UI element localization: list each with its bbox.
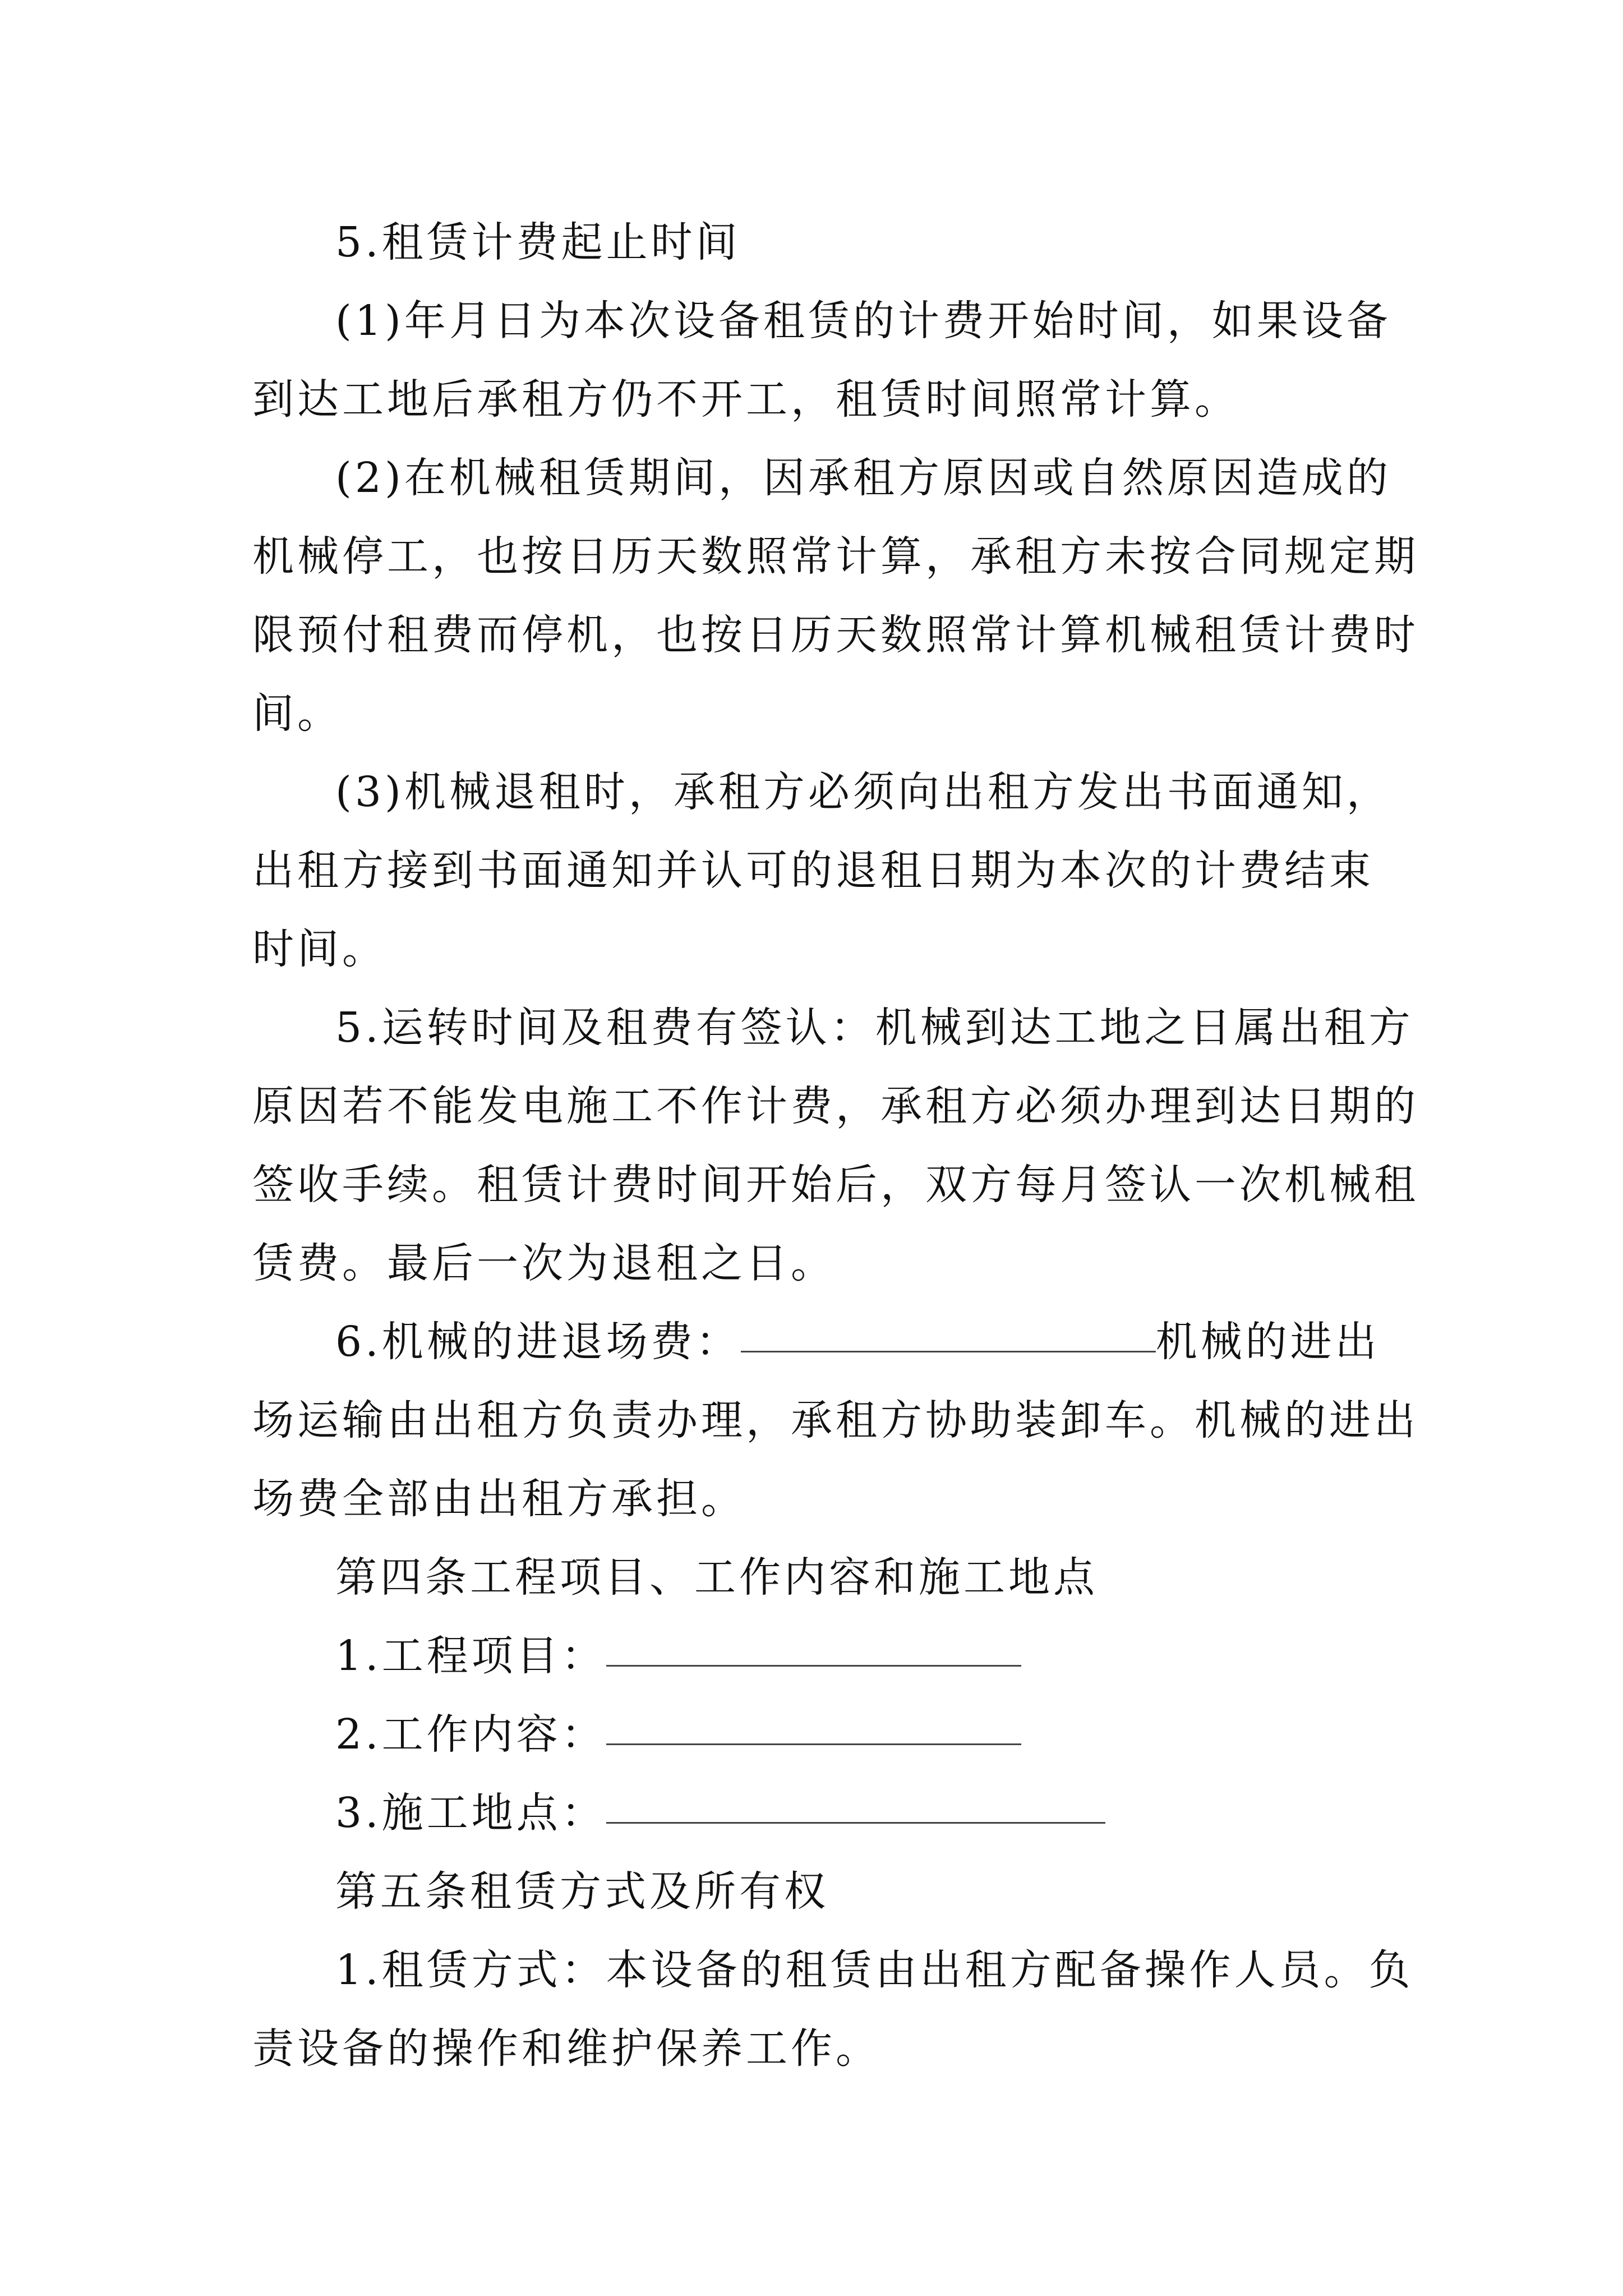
paragraph-line: 赁费。最后一次为退租之日。 (252, 1239, 836, 1287)
paragraph (252, 1303, 1419, 1538)
fill-in-blank[interactable] (741, 1303, 1156, 1352)
paragraph-line: 时间。 (252, 925, 387, 973)
fill-in-blank[interactable] (606, 1695, 1021, 1745)
field-label: 2.工作内容： (335, 1710, 606, 1759)
paragraph (252, 439, 1419, 753)
paragraph-line: 限预付租费而停机，也按日历天数照常计算机械租赁计费时 (252, 611, 1419, 659)
form-item (252, 1774, 1383, 1852)
fill-in-blank[interactable] (606, 1617, 1021, 1667)
paragraph-line: 原因若不能发电施工不作计费，承租方必须办理到达日期的 (252, 1082, 1419, 1130)
article-title: 第五条租赁方式及所有权 (335, 1867, 829, 1916)
section-heading: 5.租赁计费起止时间 (335, 218, 741, 266)
field-label: 3.施工地点： (335, 1789, 606, 1837)
field-label: 1.工程项目： (335, 1632, 606, 1680)
paragraph-line: 场费全部由出租方承担。 (252, 1475, 746, 1523)
fill-in-blank[interactable] (606, 1774, 1105, 1824)
paragraph-line: 出租方接到书面通知并认可的退租日期为本次的计费结束 (252, 846, 1374, 895)
paragraph-line: 到达工地后承租方仍不开工，租赁时间照常计算。 (252, 375, 1239, 424)
paragraph-line: 签收手续。租赁计费时间开始后，双方每月签认一次机械租 (252, 1161, 1419, 1209)
paragraph (252, 988, 1419, 1303)
paragraph-line: (1)年月日为本次设备租赁的计费开始时间，如果设备 (335, 297, 1391, 345)
article-title: 第四条工程项目、工作内容和施工地点 (335, 1553, 1098, 1602)
paragraph-line: (3)机械退租时，承租方必须向出租方发出书面通知， (335, 768, 1391, 816)
clause-text: 机械的进出 (1155, 1318, 1380, 1366)
paragraph (252, 282, 1391, 439)
paragraph (252, 1931, 1414, 2088)
paragraph-line: 场运输由出租方负责办理，承租方协助装卸车。机械的进出 (252, 1396, 1419, 1444)
paragraph-line: 机械停工，也按日历天数照常计算，承租方未按合同规定期 (252, 532, 1419, 581)
paragraph-line: 1.租赁方式：本设备的租赁由出租方配备操作人员。负 (335, 1946, 1414, 1994)
form-item (252, 1617, 1383, 1695)
paragraph (252, 753, 1391, 988)
paragraph-line: 责设备的操作和维护保养工作。 (252, 2024, 880, 2073)
paragraph-line (252, 1303, 1383, 1381)
paragraph-line: 间。 (252, 689, 342, 738)
form-item (252, 1695, 1383, 1774)
clause-label: 6.机械的进退场费： (335, 1318, 741, 1366)
paragraph-line: 5.运转时间及租费有签认：机械到达工地之日属出租方 (335, 1004, 1414, 1052)
paragraph-line: (2)在机械租赁期间，因承租方原因或自然原因造成的 (335, 454, 1391, 502)
document-page (252, 203, 1419, 2088)
